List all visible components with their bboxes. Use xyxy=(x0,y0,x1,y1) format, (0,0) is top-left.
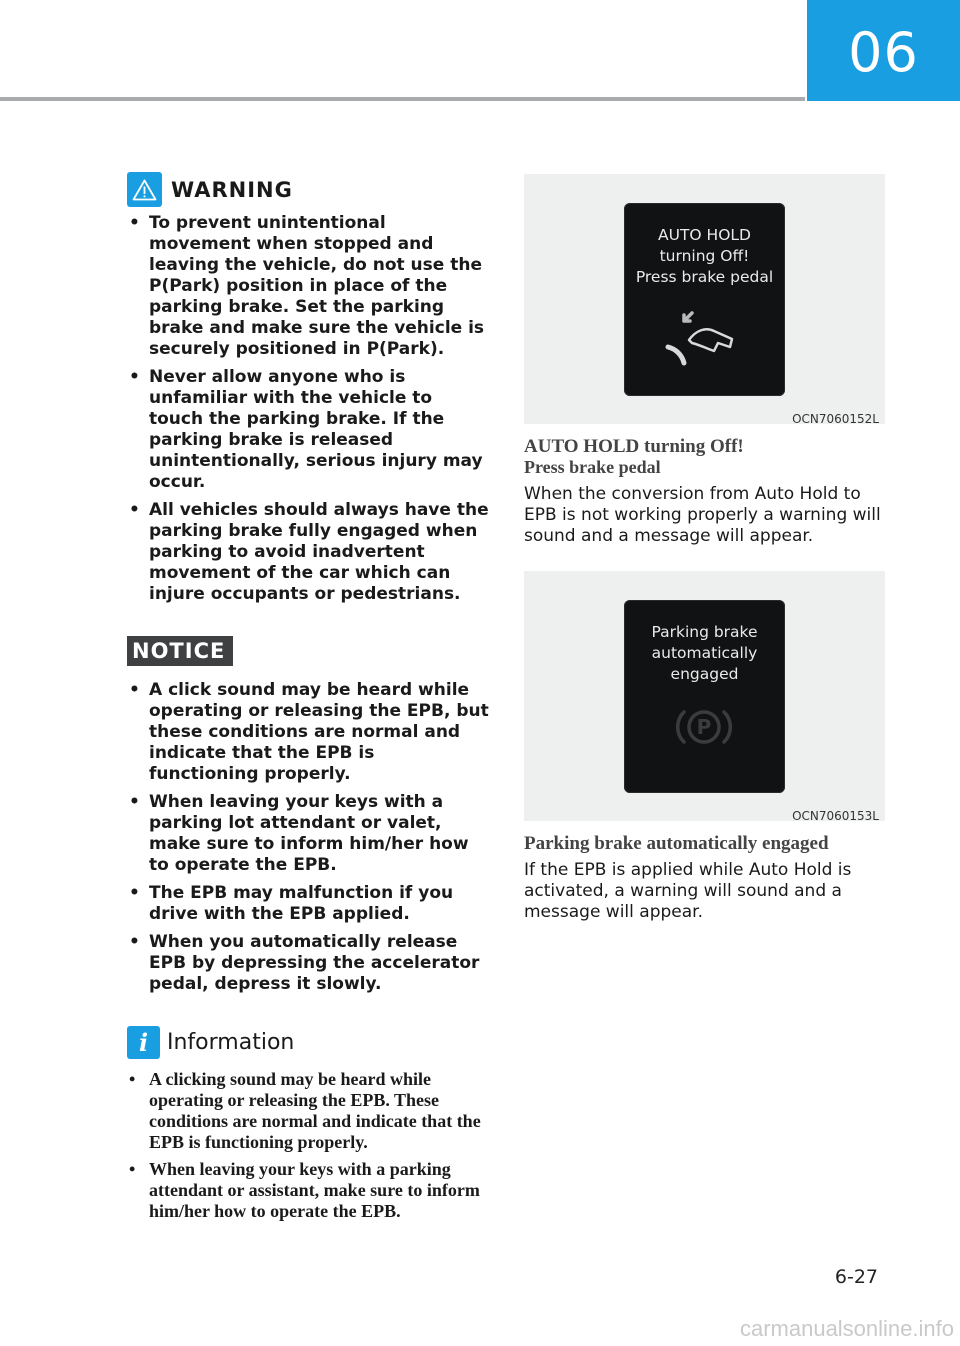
spacer xyxy=(127,1002,489,1026)
figure-code: OCN7060152L xyxy=(792,412,879,426)
figure-description: If the EPB is applied while Auto Hold is activated, a warning will sound and a message will appear. xyxy=(524,860,852,922)
list-item: • Never allow anyone who is unfamiliar with the vehicle to touch the parking brake. If the parking brake is released unintentionally, serious injury may occur. xyxy=(127,367,489,493)
info-icon: i xyxy=(127,1026,160,1059)
display-line: engaged xyxy=(670,665,739,683)
warning-triangle-icon xyxy=(127,172,162,207)
list-item: • To prevent unintentional movement when stopped and leaving the vehicle, do not use the P(Park) position in place of the parking brake. Set the parking brake and make sure the vehicle is securely positioned in P(Park). xyxy=(127,213,489,360)
display-line: Press brake pedal xyxy=(635,268,774,286)
brake-pedal-icon xyxy=(658,303,748,373)
chapter-tab: 06 xyxy=(807,0,960,101)
figure-description: When the conversion from Auto Hold to EPB is not working properly a warning will sound and a message will appear. xyxy=(524,484,881,546)
warning-title: WARNING xyxy=(171,177,293,202)
display-line: AUTO HOLD xyxy=(658,226,751,244)
notice-list xyxy=(127,680,489,995)
figure-auto-hold xyxy=(524,174,885,424)
information-list xyxy=(127,1069,489,1222)
list-item: • A clicking sound may be heard while operating or releasing the EPB. These conditions are normal and indicate that the EPB is functioning properly. xyxy=(127,1069,489,1153)
information-heading xyxy=(127,1026,489,1059)
figure-code: OCN7060153L xyxy=(792,809,879,823)
figure-title xyxy=(524,436,885,478)
display-message xyxy=(624,622,785,685)
warning-heading xyxy=(127,172,489,207)
cluster-display xyxy=(624,203,785,396)
display-line: turning Off! xyxy=(659,247,750,265)
figure-title-line: Press brake pedal xyxy=(524,457,661,477)
page-number: 6-27 xyxy=(834,1266,878,1288)
header-rule xyxy=(0,97,805,101)
parking-brake-icon xyxy=(672,703,736,751)
watermark: carmanualsonline.info xyxy=(739,1316,954,1341)
figure-parking-brake-engaged xyxy=(524,571,885,821)
parking-brake-letter: P xyxy=(696,715,712,739)
display-line: automatically xyxy=(651,644,758,662)
list-item: • When leaving your keys with a parking lot attendant or valet, make sure to inform him/her how to operate the EPB. xyxy=(127,792,489,876)
cluster-display xyxy=(624,600,785,793)
information-title: Information xyxy=(167,1030,295,1055)
warning-list xyxy=(127,213,489,605)
list-item: • When leaving your keys with a parking attendant or assistant, make sure to inform him/her how to operate the EPB. xyxy=(127,1159,489,1222)
list-item: • A click sound may be heard while operating or releasing the EPB, but these conditions are normal and indicate that the EPB is functioning properly. xyxy=(127,680,489,785)
left-column xyxy=(127,172,489,1228)
list-item: • When you automatically release EPB by depressing the accelerator pedal, depress it slowly. xyxy=(127,932,489,995)
display-line: Parking brake xyxy=(651,623,758,641)
spacer xyxy=(127,612,489,636)
spacer xyxy=(524,547,885,571)
list-item: • All vehicles should always have the parking brake fully engaged when parking to avoid inadvertent movement of the car which can injure occupants or pedestrians. xyxy=(127,500,489,605)
figure-title-line: AUTO HOLD turning Off! xyxy=(524,436,744,457)
notice-title: NOTICE xyxy=(127,636,233,666)
right-column xyxy=(524,174,885,923)
figure-title: Parking brake automatically engaged xyxy=(524,833,829,854)
display-message xyxy=(624,225,785,288)
list-item: • The EPB may malfunction if you drive with the EPB applied. xyxy=(127,883,489,925)
